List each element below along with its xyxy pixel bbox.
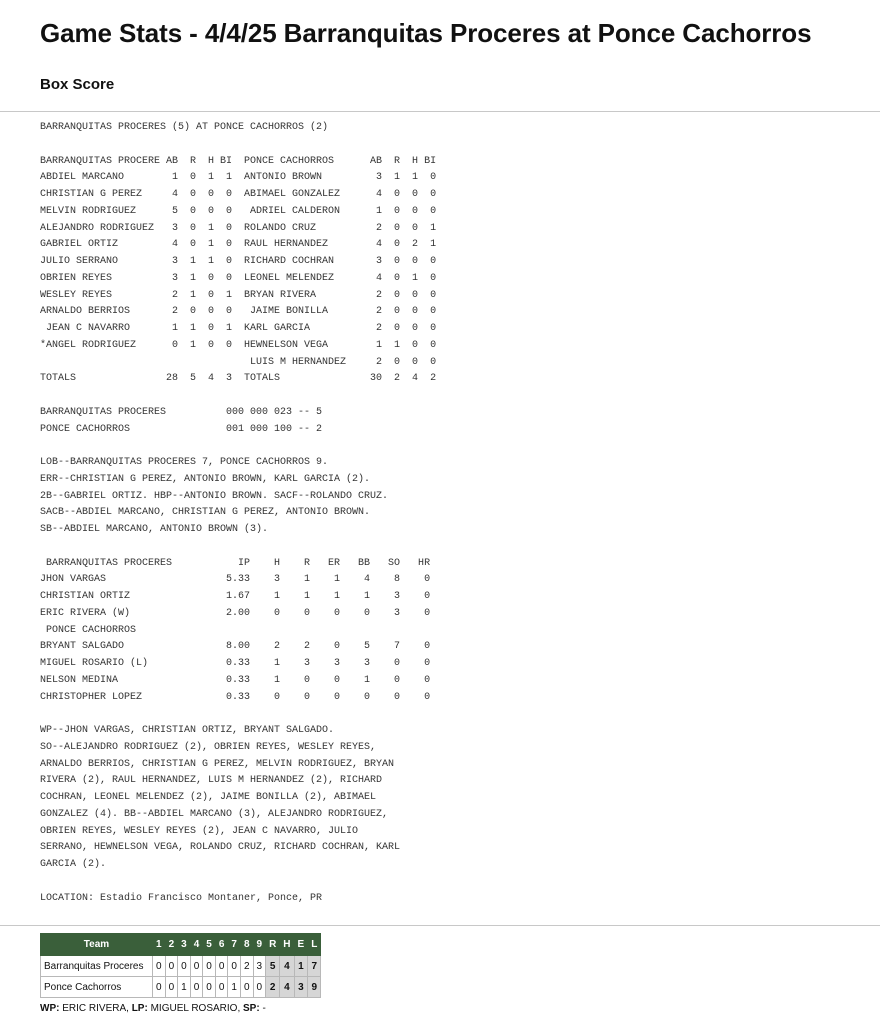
box-score-line: GABRIEL ORTIZ 4 0 1 0 RAUL HERNANDEZ 4 0 2 1 [40, 239, 437, 251]
box-score-line: COCHRAN, LEONEL MELENDEZ (2), JAIME BONILLA (2), ABIMAEL [40, 792, 377, 803]
box-score-line: SACB--ABDIEL MARCANO, CHRISTIAN G PEREZ, ANTONIO BROWN. [40, 507, 371, 519]
box-score-line: ERIC RIVERA (W) 2.00 0 0 0 0 3 0 [40, 607, 431, 619]
box-score-line: LUIS M HERNANDEZ 2 0 0 0 [40, 356, 437, 368]
box-score-line: MIGUEL ROSARIO (L) 0.33 1 3 3 3 0 0 [40, 658, 431, 669]
linescore-total-runs: 5 [266, 956, 280, 977]
linescore-inning-cell: 0 [215, 956, 228, 977]
linescore-total-hits: 4 [280, 977, 294, 998]
linescore-inning-cell: 0 [228, 956, 241, 977]
linescore-header-runs: R [266, 934, 280, 956]
linescore-total-lob: 7 [308, 956, 321, 977]
bottom-divider [0, 925, 880, 926]
box-score-line: JEAN C NAVARRO 1 1 0 1 KARL GARCIA 2 0 0 0 [40, 323, 437, 334]
lp-label: LP: [131, 1003, 148, 1014]
linescore-inning-cell: 0 [178, 956, 191, 977]
box-score-line: CHRISTIAN G PEREZ 4 0 0 0 ABIMAEL GONZALEZ 4 0 0 0 [40, 189, 437, 200]
box-score-line: ALEJANDRO RODRIGUEZ 3 0 1 0 ROLANDO CRUZ 2 0 0 1 [40, 222, 437, 234]
box-score-line: OBRIEN REYES, WESLEY REYES (2), JEAN C NAVARRO, JULIO [40, 825, 359, 837]
top-divider [0, 111, 880, 112]
box-score-line: JULIO SERRANO 3 1 1 0 RICHARD COCHRAN 3 0 0 0 [40, 256, 437, 267]
linescore-header-hits: H [280, 934, 294, 956]
linescore-inning-cell: 0 [165, 956, 178, 977]
linescore-inning-cell: 0 [153, 977, 166, 998]
linescore-inning-cell: 0 [190, 977, 203, 998]
box-score-line: MELVIN RODRIGUEZ 5 0 0 0 ADRIEL CALDERON 1 0 0 0 [40, 205, 437, 217]
lp-value: MIGUEL ROSARIO, [147, 1003, 244, 1014]
linescore-inning-cell: 2 [240, 956, 253, 977]
linescore-header-lob: L [308, 934, 321, 956]
box-score-line: 2B--GABRIEL ORTIZ. HBP--ANTONIO BROWN. SACF--ROLANDO CRUZ. [40, 490, 389, 502]
box-score-line: ABDIEL MARCANO 1 0 1 1 ANTONIO BROWN 3 1 1 0 [40, 172, 437, 184]
box-score-line: WP--JHON VARGAS, CHRISTIAN ORTIZ, BRYANT SALGADO. [40, 725, 335, 736]
linescore-header-cell: 7 [228, 934, 241, 956]
linescore-inning-cell: 1 [228, 977, 241, 998]
linescore-inning-cell: 0 [165, 977, 178, 998]
box-score-line: PONCE CACHORROS 001 000 100 -- 2 [40, 423, 323, 435]
box-score-line: *ANGEL RODRIGUEZ 0 1 0 0 HEWNELSON VEGA 1 1 0 0 [40, 339, 437, 351]
box-score-heading: Box Score [40, 76, 115, 93]
linescore-header-cell: 2 [165, 934, 178, 956]
linescore-total-errors: 1 [294, 956, 308, 977]
box-score-line [40, 438, 436, 455]
linescore-header-row [41, 934, 321, 956]
box-score-line: BARRANQUITAS PROCERES IP H R ER BB SO HR [40, 557, 431, 569]
box-score-line: BARRANQUITAS PROCERES 000 000 023 -- 5 [40, 406, 323, 418]
wp-value: ERIC RIVERA, [59, 1003, 132, 1014]
box-score-line: ARNALDO BERRIOS, CHRISTIAN G PEREZ, MELVIN RODRIGUEZ, BRYAN [40, 758, 395, 770]
box-score-line: JHON VARGAS 5.33 3 1 1 4 8 0 [40, 574, 431, 586]
linescore-total-runs: 2 [266, 977, 280, 998]
linescore-inning-cell: 0 [203, 977, 216, 998]
box-score-line: TOTALS 28 5 4 3 TOTALS 30 2 4 2 [40, 373, 437, 385]
box-score-line: OBRIEN REYES 3 1 0 0 LEONEL MELENDEZ 4 0 1 0 [40, 272, 437, 284]
sp-value: - [259, 1003, 266, 1014]
box-score-line: PONCE CACHORROS [40, 624, 137, 636]
linescore-header-cell: 3 [178, 934, 191, 956]
box-score-line: BARRANQUITAS PROCERE AB R H BI PONCE CACHORROS AB R H BI [40, 155, 437, 167]
linescore-header-cell: 1 [153, 934, 166, 956]
linescore-header-team: Team [41, 934, 153, 956]
box-score-line: RIVERA (2), RAUL HERNANDEZ, LUIS M HERNANDEZ (2), RICHARD [40, 775, 383, 787]
linescore-row-home [41, 977, 321, 998]
sp-label: SP: [243, 1003, 260, 1014]
linescore-inning-cell: 0 [190, 956, 203, 977]
box-score-line [40, 539, 436, 556]
wp-label: WP: [40, 1003, 60, 1014]
box-score-line: BRYANT SALGADO 8.00 2 2 0 5 7 0 [40, 641, 431, 653]
box-score-line: BARRANQUITAS PROCERES (5) AT PONCE CACHORROS (2) [40, 122, 329, 133]
box-score-line [40, 706, 436, 723]
box-score-line: ARNALDO BERRIOS 2 0 0 0 JAIME BONILLA 2 0 0 0 [40, 306, 437, 318]
linescore-inning-cell: 0 [240, 977, 253, 998]
box-score-line: SB--ABDIEL MARCANO, ANTONIO BROWN (3). [40, 524, 269, 535]
linescore-team-name: Barranquitas Proceres [41, 956, 153, 977]
page-title: Game Stats - 4/4/25 Barranquitas Proceres at Ponce Cachorros [40, 18, 812, 48]
box-score-line: GARCIA (2). [40, 859, 107, 870]
linescore-header-cell: 5 [203, 934, 216, 956]
linescore-table [40, 933, 321, 998]
linescore-inning-cell: 0 [253, 977, 266, 998]
box-score-line: WESLEY REYES 2 1 0 1 BRYAN RIVERA 2 0 0 0 [40, 289, 437, 301]
linescore-inning-cell: 0 [203, 956, 216, 977]
linescore-inning-cell: 1 [178, 977, 191, 998]
box-score-line: SO--ALEJANDRO RODRIGUEZ (2), OBRIEN REYES, WESLEY REYES, [40, 741, 377, 753]
linescore-header-cell: 8 [240, 934, 253, 956]
linescore-header-errors: E [294, 934, 308, 956]
linescore-total-hits: 4 [280, 956, 294, 977]
box-score-line: SERRANO, HEWNELSON VEGA, ROLANDO CRUZ, RICHARD COCHRAN, KARL [40, 842, 401, 854]
box-score-line: LOB--BARRANQUITAS PROCERES 7, PONCE CACHORROS 9. [40, 457, 329, 468]
box-score-line: CHRISTIAN ORTIZ 1.67 1 1 1 1 3 0 [40, 591, 431, 602]
box-score-line: CHRISTOPHER LOPEZ 0.33 0 0 0 0 0 0 [40, 691, 431, 703]
linescore-header-cell: 9 [253, 934, 266, 956]
box-score-line: NELSON MEDINA 0.33 1 0 0 1 0 0 [40, 674, 431, 686]
pitcher-decisions [40, 1003, 266, 1014]
box-score-line [40, 137, 436, 154]
box-score-line: GONZALEZ (4). BB--ABDIEL MARCANO (3), ALEJANDRO RODRIGUEZ, [40, 808, 389, 820]
linescore-total-lob: 9 [308, 977, 321, 998]
box-score-line [40, 388, 436, 405]
linescore-header-cell: 6 [215, 934, 228, 956]
box-score-text [40, 120, 436, 907]
box-score-line: LOCATION: Estadio Francisco Montaner, Ponce, PR [40, 892, 323, 904]
linescore-team-name: Ponce Cachorros [41, 977, 153, 998]
linescore-total-errors: 3 [294, 977, 308, 998]
box-score-line: ERR--CHRISTIAN G PEREZ, ANTONIO BROWN, KARL GARCIA (2). [40, 473, 371, 485]
linescore-row-away [41, 956, 321, 977]
linescore-inning-cell: 3 [253, 956, 266, 977]
box-score-line [40, 874, 436, 891]
linescore-header-cell: 4 [190, 934, 203, 956]
linescore-inning-cell: 0 [153, 956, 166, 977]
linescore-inning-cell: 0 [215, 977, 228, 998]
